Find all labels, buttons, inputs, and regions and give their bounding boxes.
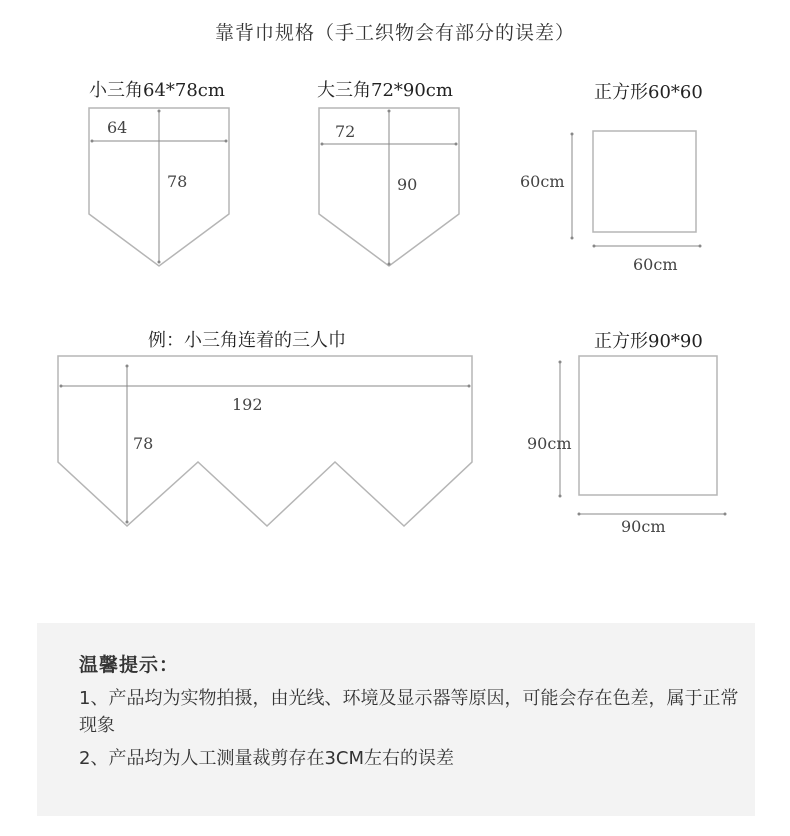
small-triangle-height-text: 78 xyxy=(167,172,188,191)
square-60-side-text: 60cm xyxy=(520,172,565,191)
square-90-bottom-text: 90cm xyxy=(621,517,666,536)
large-triangle-shape xyxy=(319,108,459,266)
three-person-label: 例：小三角连着的三人巾 xyxy=(148,330,346,351)
three-person-shape xyxy=(58,356,472,526)
tips-title: 温馨提示： xyxy=(79,654,180,676)
tip-item: 2、产品均为人工测量裁剪存在3CM左右的误差 xyxy=(79,748,455,769)
square-60-shape xyxy=(520,131,700,274)
large-triangle-width-text: 72 xyxy=(335,122,356,141)
square-90-side-text: 90cm xyxy=(527,434,572,453)
large-triangle-height-text: 90 xyxy=(397,175,418,194)
three-person-width-text: 192 xyxy=(232,395,263,414)
small-triangle-width-text: 64 xyxy=(107,118,128,137)
three-person-height-text: 78 xyxy=(133,434,154,453)
square-60-bottom-text: 60cm xyxy=(633,255,678,274)
tip-item: 1、产品均为实物拍摄，由光线、环境及显示器等原因，可能会存在色差，属于正常现象 xyxy=(79,688,739,736)
tips-panel xyxy=(37,623,755,816)
large-triangle-label: 大三角72*90cm xyxy=(317,80,453,101)
small-triangle-label: 小三角64*78cm xyxy=(89,80,225,101)
small-triangle-shape xyxy=(89,108,229,266)
square-60-label: 正方形60*60 xyxy=(594,82,703,103)
spec-title: 靠背巾规格（手工织物会有部分的误差） xyxy=(214,22,575,44)
square-90-label: 正方形90*90 xyxy=(594,331,703,352)
square-90-shape xyxy=(527,356,725,536)
